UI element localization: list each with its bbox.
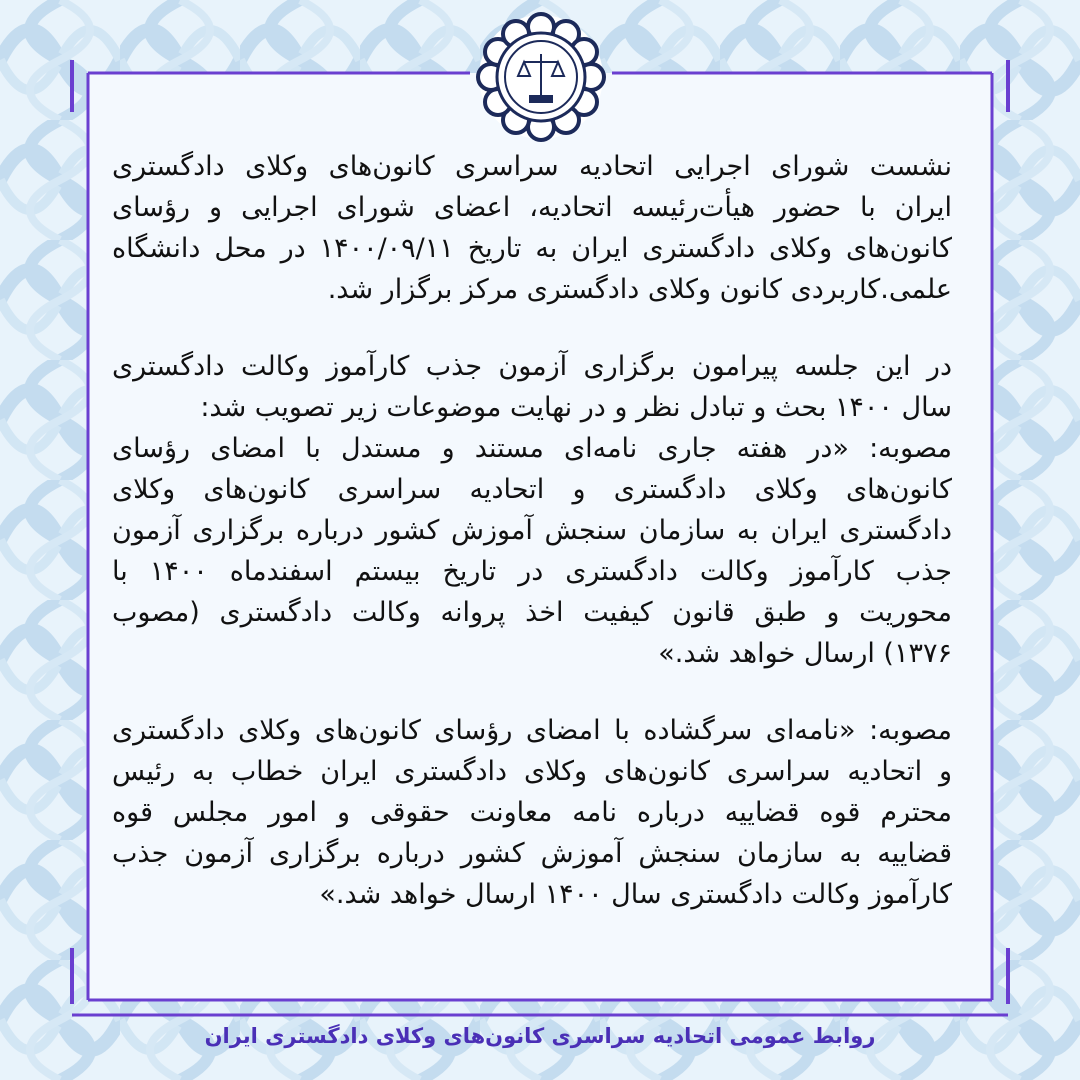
text-line: در این جلسه پیرامون برگزاری آزمون جذب کارآموز وکالت دادگستری xyxy=(112,351,952,382)
text-line: ایران با حضور هیأت‌رئیسه اتحادیه، اعضای شورای اجرایی و رؤسای xyxy=(112,192,952,223)
text-line: و اتحادیه سراسری کانون‌های وکلای دادگستری ایران خطاب به رئیس xyxy=(112,756,952,787)
text-line: کارآموز وکالت دادگستری سال ۱۴۰۰ ارسال خواهد شد.» xyxy=(319,879,952,910)
announcement-body xyxy=(112,146,952,915)
paragraph-intro xyxy=(112,146,952,310)
text-line: جذب کارآموز وکالت دادگستری در تاریخ بیستم اسفندماه ۱۴۰۰ با xyxy=(112,556,952,587)
text-line: سال ۱۴۰۰ بحث و تبادل نظر و در نهایت موضوعات زیر تصویب شد: xyxy=(200,392,952,423)
footer-credit: روابط عمومی اتحادیه سراسری کانون‌های وکلای دادگستری ایران xyxy=(204,1024,876,1048)
text-line: مصوبه: «در هفته جاری نامه‌ای مستند و مستدل با امضای رؤسای xyxy=(112,433,952,464)
text-line: محترم قوه قضاییه درباره نامه معاونت حقوقی و امور مجلس قوه xyxy=(112,797,952,828)
text-line: کانون‌های وکلای دادگستری و اتحادیه سراسری کانون‌های وکلای xyxy=(112,474,952,505)
text-line: مصوبه: «نامه‌ای سرگشاده با امضای رؤسای کانون‌های وکلای دادگستری xyxy=(112,715,952,746)
text-line: قضاییه به سازمان سنجش آموزش کشور درباره برگزاری آزمون جذب xyxy=(112,838,952,869)
text-line: محوریت و طبق قانون کیفیت اخذ پروانه وکالت دادگستری (مصوب xyxy=(112,597,952,628)
emblem-icon xyxy=(476,12,606,142)
text-line: علمی.کاربردی کانون وکلای دادگستری مرکز برگزار شد. xyxy=(327,274,952,305)
paragraph-resolution-1 xyxy=(112,346,952,674)
text-line: نشست شورای اجرایی اتحادیه سراسری کانون‌های وکلای دادگستری xyxy=(112,151,952,182)
text-line: ۱۳۷۶) ارسال خواهد شد.» xyxy=(658,638,952,669)
text-line: کانون‌های وکلای دادگستری ایران به تاریخ ۱۴۰۰/۰۹/۱۱ در محل دانشگاه xyxy=(112,233,952,264)
text-line: دادگستری ایران به سازمان سنجش آموزش کشور درباره برگزاری آزمون xyxy=(112,515,952,546)
paragraph-resolution-2 xyxy=(112,710,952,915)
